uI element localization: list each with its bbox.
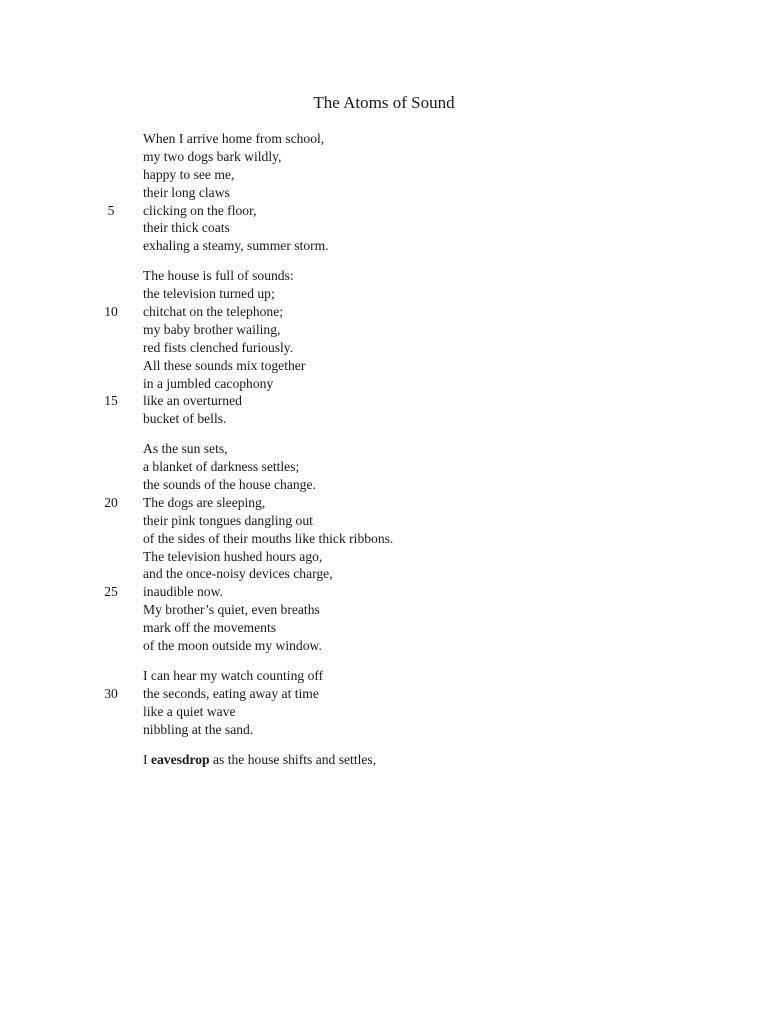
line-text: their long claws xyxy=(143,184,230,200)
poem-line xyxy=(0,184,768,202)
line-text: exhaling a steamy, summer storm. xyxy=(143,238,329,254)
poem-line xyxy=(0,476,768,494)
line-suffix: as the house shifts and settles, xyxy=(209,751,377,767)
stanza xyxy=(0,751,768,769)
stanza xyxy=(0,130,768,255)
poem-line xyxy=(0,619,768,637)
line-number: 25 xyxy=(104,584,118,600)
line-text: my two dogs bark wildly, xyxy=(143,148,282,164)
line-number: 30 xyxy=(104,685,118,701)
poem-line xyxy=(0,130,768,148)
line-number: 15 xyxy=(104,393,118,409)
line-text: of the sides of their mouths like thick ribbons. xyxy=(143,530,394,546)
line-text: My brother’s quiet, even breaths xyxy=(143,602,320,618)
line-text: inaudible now. xyxy=(143,584,223,600)
line-text: All these sounds mix together xyxy=(143,357,306,373)
line-text: their thick coats xyxy=(143,220,230,236)
line-text: of the moon outside my window. xyxy=(143,638,322,654)
line-text: the sounds of the house change. xyxy=(143,477,316,493)
line-text: I can hear my watch counting off xyxy=(143,667,324,683)
line-text: As the sun sets, xyxy=(143,441,228,457)
poem-line xyxy=(0,530,768,548)
poem-line xyxy=(0,751,768,769)
line-text: like a quiet wave xyxy=(143,703,236,719)
poem-line xyxy=(0,512,768,530)
poem-line xyxy=(0,202,768,220)
line-text xyxy=(143,751,376,769)
line-text: The dogs are sleeping, xyxy=(143,494,266,510)
poem-line xyxy=(0,375,768,393)
line-text: bucket of bells. xyxy=(143,411,227,427)
line-text: like an overturned xyxy=(143,393,242,409)
line-text: chitchat on the telephone; xyxy=(143,304,284,320)
line-number: 10 xyxy=(104,304,118,320)
poem-line xyxy=(0,321,768,339)
line-text: and the once-noisy devices charge, xyxy=(143,566,333,582)
poem-line xyxy=(0,583,768,601)
poem-line xyxy=(0,303,768,321)
line-text: red fists clenched furiously. xyxy=(143,339,294,355)
stanza xyxy=(0,667,768,739)
line-text: The house is full of sounds: xyxy=(143,268,294,284)
poem-line xyxy=(0,267,768,285)
line-text: in a jumbled cacophony xyxy=(143,375,274,391)
poem-line xyxy=(0,339,768,357)
line-text: When I arrive home from school, xyxy=(143,131,325,146)
line-number: 5 xyxy=(107,202,115,218)
line-text: clicking on the floor, xyxy=(143,202,257,218)
poem-line xyxy=(0,219,768,237)
poem-line xyxy=(0,637,768,655)
line-text: happy to see me, xyxy=(143,166,235,182)
stanza xyxy=(0,440,768,655)
line-text: my baby brother wailing, xyxy=(143,321,281,337)
poem-line xyxy=(0,440,768,458)
poem-line xyxy=(0,392,768,410)
poem-line xyxy=(0,565,768,583)
line-text: the television turned up; xyxy=(143,286,275,302)
poem-line xyxy=(0,410,768,428)
stanza xyxy=(0,267,768,428)
line-text: their pink tongues dangling out xyxy=(143,512,313,528)
poem-line xyxy=(0,148,768,166)
poem-line xyxy=(0,285,768,303)
poem-line xyxy=(0,601,768,619)
poem-body xyxy=(0,130,768,780)
poem-line xyxy=(0,667,768,685)
poem-line xyxy=(0,166,768,184)
poem-line xyxy=(0,494,768,512)
poem-line xyxy=(0,703,768,721)
line-text: mark off the movements xyxy=(143,620,277,636)
line-text: The television hushed hours ago, xyxy=(143,548,323,564)
poem-line xyxy=(0,357,768,375)
poem-line xyxy=(0,237,768,255)
line-number: 20 xyxy=(104,494,118,510)
poem-line xyxy=(0,548,768,566)
vocabulary-word: eavesdrop xyxy=(150,751,210,767)
poem-line xyxy=(0,721,768,739)
line-text: a blanket of darkness settles; xyxy=(143,459,300,475)
line-text: nibbling at the sand. xyxy=(143,721,254,737)
line-text: the seconds, eating away at time xyxy=(143,685,319,701)
poem-title: The Atoms of Sound xyxy=(313,93,455,112)
line-prefix: I xyxy=(143,751,151,767)
poem-line xyxy=(0,685,768,703)
poem-line xyxy=(0,458,768,476)
